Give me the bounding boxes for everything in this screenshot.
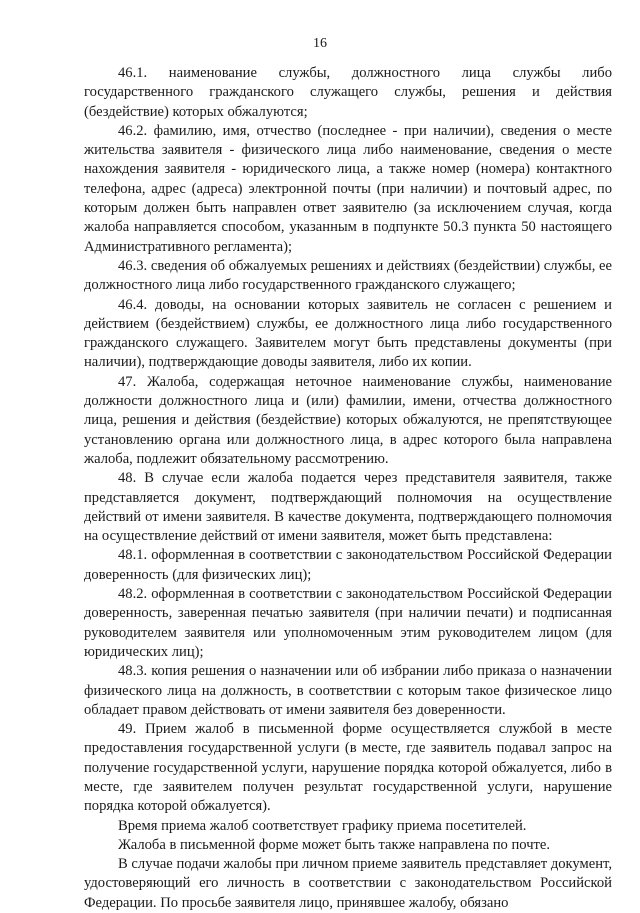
paragraph-48: 48. В случае если жалоба подается через представителя заявителя, также представляется документ, подтверждающий полномочия на осуществление действий от имени заявителя. В качестве документа, подтверждающего полномочия на осуществление действий от имени заявителя, может быть представлена: [84,470,612,545]
paragraph-48-1: 48.1. оформленная в соответствии с законодательством Российской Федерации доверенность (для физических лиц); [84,547,612,583]
paragraph-47: 47. Жалоба, содержащая неточное наименование службы, наименование должности должностного лица и (или) фамилии, имени, отчества должностного лица, решения и действия (бездействие) которых обжалуются, не препятствующее установлению органа или должностного лица, в адрес которого была направлена жалоба, подлежит обязательному рассмотрению. [84,373,612,467]
paragraph-46-3: 46.3. сведения об обжалуемых решениях и действиях (бездействии) службы, ее должностного лица либо государственного гражданского служащего; [84,257,612,294]
paragraph-postal-complaint: Жалоба в письменной форме может быть также направлена по почте. [118,836,551,853]
page-number: 16 [313,36,327,51]
paragraph-personal-reception: В случае подачи жалобы при личном приеме заявитель представляет документ, удостоверяющий его личность в соответствии с законодательством Российской Федерации. По просьбе заявителя лицо, принявшее жалобу, обязано [84,856,612,911]
paragraph-49: 49. Прием жалоб в письменной форме осуществляется службой в месте предоставления государственной услуги (в месте, где заявитель подавал запрос на получение государственной услуги, нарушение порядка которой обжалуется, либо в месте, где заявителем получен результат государственной услуги, нарушение порядка которой обжалуется). [84,721,612,815]
paragraph-48-3: 48.3. копия решения о назначении или об избрании либо приказа о назначении физического лица на должность, в соответствии с которым такое физическое лицо обладает правом действовать от имени заявителя без доверенности. [84,663,612,718]
paragraph-46-2: 46.2. фамилию, имя, отчество (последнее - при наличии), сведения о месте жительства заявителя - физического лица либо наименование, сведения о месте нахождения заявителя - юридического лица, а также номер (номера) контактного телефона, адрес (адреса) электронной почты (при наличии) и почтовый адрес, по которым должен быть направлен ответ заявителю (за исключением случая, когда жалоба направляется способом, указанным в подпункте 50.3 пункта 50 настоящего Административного регламента); [84,122,612,255]
paragraph-reception-time: Время приема жалоб соответствует графику приема посетителей. [118,817,527,834]
paragraph-48-2: 48.2. оформленная в соответствии с законодательством Российской Федерации доверенность, заверенная печатью заявителя (при наличии печати) и подписанная руководителем заявителя или уполномоченным этим руководителем лицом (для юридических лиц); [84,586,612,660]
paragraph-46-1: 46.1. наименование службы, должностного лица службы либо государственного гражданского служащего службы, решения и действия (бездействие) которых обжалуются; [84,65,612,120]
document-body [84,64,612,913]
paragraph-46-4: 46.4. доводы, на основании которых заявитель не согласен с решением и действием (бездействием) службы, ее должностного лица либо государственного гражданского служащего. Заявителем могут быть представлены документы (при наличии), подтверждающие доводы заявителя, либо их копии. [84,296,612,371]
